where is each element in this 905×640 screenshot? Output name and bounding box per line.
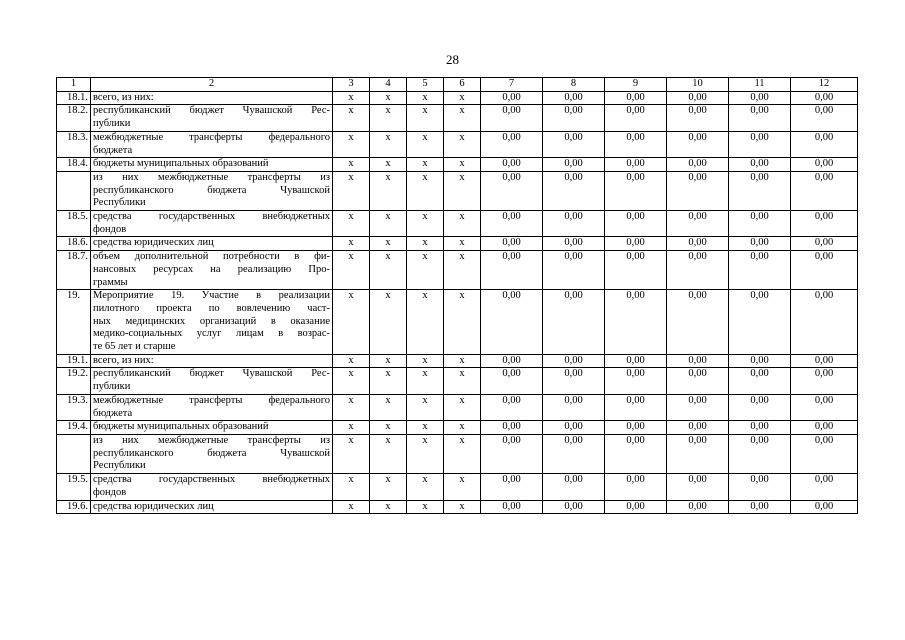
value-cell: 0,00 <box>729 131 791 157</box>
value-cell: 0,00 <box>729 368 791 394</box>
x-cell: x <box>407 251 444 290</box>
x-cell: x <box>407 394 444 420</box>
value-cell: 0,00 <box>791 474 858 500</box>
value-cell: 0,00 <box>481 131 543 157</box>
value-cell: 0,00 <box>729 394 791 420</box>
value-cell: 0,00 <box>543 251 605 290</box>
row-name-line: республиканский бюджет Чувашской Рес- <box>93 105 330 117</box>
value-cell: 0,00 <box>481 394 543 420</box>
row-name <box>91 394 333 420</box>
column-header: 11 <box>729 78 791 92</box>
row-code: 18.3. <box>57 131 91 157</box>
value-cell: 0,00 <box>481 105 543 131</box>
value-cell: 0,00 <box>543 211 605 237</box>
value-cell: 0,00 <box>729 237 791 251</box>
x-cell: x <box>407 131 444 157</box>
x-cell: x <box>370 211 407 237</box>
row-name-line: средства государственных внебюджетных <box>93 211 330 223</box>
column-header: 10 <box>667 78 729 92</box>
x-cell: x <box>333 394 370 420</box>
column-header: 1 <box>57 78 91 92</box>
value-cell: 0,00 <box>543 237 605 251</box>
table-row <box>57 158 858 172</box>
value-cell: 0,00 <box>791 394 858 420</box>
row-name-line: средства юридических лиц <box>93 500 214 512</box>
column-header: 8 <box>543 78 605 92</box>
x-cell: x <box>370 237 407 251</box>
value-cell: 0,00 <box>605 251 667 290</box>
value-cell: 0,00 <box>481 251 543 290</box>
row-code: 18.4. <box>57 158 91 172</box>
value-cell: 0,00 <box>481 474 543 500</box>
value-cell: 0,00 <box>605 91 667 105</box>
x-cell: x <box>407 105 444 131</box>
x-cell: x <box>407 474 444 500</box>
value-cell: 0,00 <box>605 394 667 420</box>
value-cell: 0,00 <box>605 434 667 473</box>
row-name <box>91 421 333 435</box>
x-cell: x <box>370 105 407 131</box>
row-code: 18.7. <box>57 251 91 290</box>
row-name-line: средства юридических лиц <box>93 237 214 249</box>
column-header: 9 <box>605 78 667 92</box>
x-cell: x <box>444 421 481 435</box>
page-number: 28 <box>446 52 459 67</box>
row-code: 18.2. <box>57 105 91 131</box>
value-cell: 0,00 <box>543 91 605 105</box>
row-name-line: публики <box>93 118 131 130</box>
value-cell: 0,00 <box>791 237 858 251</box>
value-cell: 0,00 <box>791 500 858 514</box>
table-row <box>57 434 858 473</box>
row-name <box>91 131 333 157</box>
value-cell: 0,00 <box>791 171 858 210</box>
x-cell: x <box>407 158 444 172</box>
x-cell: x <box>407 368 444 394</box>
x-cell: x <box>370 434 407 473</box>
row-name <box>91 158 333 172</box>
value-cell: 0,00 <box>667 394 729 420</box>
row-name-line: медико-социальных услуг лицам в возрас- <box>93 328 330 340</box>
value-cell: 0,00 <box>605 237 667 251</box>
value-cell: 0,00 <box>667 91 729 105</box>
value-cell: 0,00 <box>481 500 543 514</box>
row-code: 19.2. <box>57 368 91 394</box>
value-cell: 0,00 <box>605 368 667 394</box>
column-header: 7 <box>481 78 543 92</box>
value-cell: 0,00 <box>667 434 729 473</box>
value-cell: 0,00 <box>543 354 605 368</box>
value-cell: 0,00 <box>791 91 858 105</box>
value-cell: 0,00 <box>667 237 729 251</box>
value-cell: 0,00 <box>605 474 667 500</box>
row-name-line: бюджеты муниципальных образований <box>93 158 269 170</box>
table-row <box>57 474 858 500</box>
column-header: 4 <box>370 78 407 92</box>
value-cell: 0,00 <box>605 211 667 237</box>
row-name-line: фондов <box>93 486 127 498</box>
row-code: 18.1. <box>57 91 91 105</box>
value-cell: 0,00 <box>791 290 858 355</box>
x-cell: x <box>333 158 370 172</box>
x-cell: x <box>444 237 481 251</box>
x-cell: x <box>370 91 407 105</box>
value-cell: 0,00 <box>729 500 791 514</box>
row-name <box>91 354 333 368</box>
row-name-line: республиканского бюджета Чувашской <box>93 447 330 459</box>
x-cell: x <box>444 91 481 105</box>
x-cell: x <box>407 91 444 105</box>
x-cell: x <box>370 290 407 355</box>
value-cell: 0,00 <box>667 500 729 514</box>
row-name-line: Республики <box>93 460 146 472</box>
row-name-line: межбюджетные трансферты федерального <box>93 131 330 143</box>
value-cell: 0,00 <box>729 474 791 500</box>
value-cell: 0,00 <box>481 421 543 435</box>
table-row <box>57 237 858 251</box>
value-cell: 0,00 <box>605 131 667 157</box>
value-cell: 0,00 <box>667 354 729 368</box>
x-cell: x <box>370 500 407 514</box>
value-cell: 0,00 <box>481 354 543 368</box>
value-cell: 0,00 <box>667 251 729 290</box>
value-cell: 0,00 <box>543 105 605 131</box>
value-cell: 0,00 <box>729 434 791 473</box>
value-cell: 0,00 <box>667 131 729 157</box>
x-cell: x <box>333 251 370 290</box>
value-cell: 0,00 <box>791 421 858 435</box>
value-cell: 0,00 <box>729 354 791 368</box>
x-cell: x <box>444 171 481 210</box>
x-cell: x <box>444 354 481 368</box>
x-cell: x <box>333 474 370 500</box>
row-code: 19.1. <box>57 354 91 368</box>
row-name <box>91 171 333 210</box>
row-code: 18.6. <box>57 237 91 251</box>
value-cell: 0,00 <box>729 158 791 172</box>
row-code <box>57 434 91 473</box>
value-cell: 0,00 <box>605 421 667 435</box>
table-row <box>57 421 858 435</box>
value-cell: 0,00 <box>481 290 543 355</box>
x-cell: x <box>444 500 481 514</box>
table-row <box>57 105 858 131</box>
x-cell: x <box>370 354 407 368</box>
value-cell: 0,00 <box>481 434 543 473</box>
table-row <box>57 500 858 514</box>
x-cell: x <box>333 131 370 157</box>
x-cell: x <box>407 421 444 435</box>
value-cell: 0,00 <box>543 368 605 394</box>
value-cell: 0,00 <box>667 421 729 435</box>
table-row <box>57 91 858 105</box>
x-cell: x <box>370 474 407 500</box>
x-cell: x <box>407 237 444 251</box>
row-code: 19. <box>57 290 91 355</box>
row-name-line: всего, из них: <box>93 91 154 103</box>
x-cell: x <box>333 434 370 473</box>
x-cell: x <box>370 171 407 210</box>
x-cell: x <box>333 237 370 251</box>
row-name-line: бюджеты муниципальных образований <box>93 421 269 433</box>
column-header: 5 <box>407 78 444 92</box>
x-cell: x <box>333 91 370 105</box>
value-cell: 0,00 <box>543 474 605 500</box>
x-cell: x <box>333 354 370 368</box>
value-cell: 0,00 <box>543 171 605 210</box>
row-name-line: Республики <box>93 197 146 209</box>
x-cell: x <box>407 290 444 355</box>
row-name-line: публики <box>93 381 131 393</box>
value-cell: 0,00 <box>667 211 729 237</box>
row-name-line: те 65 лет и старше <box>93 341 176 353</box>
x-cell: x <box>333 421 370 435</box>
value-cell: 0,00 <box>481 171 543 210</box>
value-cell: 0,00 <box>729 211 791 237</box>
row-name-line: межбюджетные трансферты федерального <box>93 394 330 406</box>
value-cell: 0,00 <box>667 474 729 500</box>
row-name <box>91 368 333 394</box>
x-cell: x <box>370 368 407 394</box>
value-cell: 0,00 <box>543 131 605 157</box>
value-cell: 0,00 <box>729 421 791 435</box>
value-cell: 0,00 <box>729 171 791 210</box>
row-code <box>57 171 91 210</box>
row-name <box>91 434 333 473</box>
row-name-line: из них межбюджетные трансферты из <box>93 434 330 446</box>
x-cell: x <box>444 434 481 473</box>
column-header: 12 <box>791 78 858 92</box>
column-header: 6 <box>444 78 481 92</box>
value-cell: 0,00 <box>667 290 729 355</box>
row-code: 18.5. <box>57 211 91 237</box>
value-cell: 0,00 <box>543 434 605 473</box>
row-name-line: Мероприятие 19. Участие в реализации <box>93 290 330 302</box>
value-cell: 0,00 <box>605 158 667 172</box>
row-name-line: республиканского бюджета Чувашской <box>93 184 330 196</box>
row-code: 19.6. <box>57 500 91 514</box>
table-row <box>57 251 858 290</box>
value-cell: 0,00 <box>729 290 791 355</box>
value-cell: 0,00 <box>667 158 729 172</box>
value-cell: 0,00 <box>667 368 729 394</box>
row-name-line: нансовых ресурсах на реализацию Про- <box>93 263 330 275</box>
row-name-line: граммы <box>93 276 128 288</box>
row-name-line: республиканский бюджет Чувашской Рес- <box>93 368 330 380</box>
row-name-line: объем дополнительной потребности в фи- <box>93 251 330 263</box>
value-cell: 0,00 <box>481 158 543 172</box>
value-cell: 0,00 <box>481 368 543 394</box>
table-row <box>57 368 858 394</box>
x-cell: x <box>444 131 481 157</box>
x-cell: x <box>370 158 407 172</box>
row-name-line: из них межбюджетные трансферты из <box>93 171 330 183</box>
x-cell: x <box>407 354 444 368</box>
value-cell: 0,00 <box>605 171 667 210</box>
row-name-line: бюджета <box>93 144 133 156</box>
row-name-line: бюджета <box>93 407 133 419</box>
value-cell: 0,00 <box>729 91 791 105</box>
x-cell: x <box>370 394 407 420</box>
table-body <box>57 78 858 514</box>
table-row <box>57 290 858 355</box>
column-header: 3 <box>333 78 370 92</box>
table-row <box>57 211 858 237</box>
row-name <box>91 500 333 514</box>
x-cell: x <box>407 434 444 473</box>
value-cell: 0,00 <box>729 105 791 131</box>
value-cell: 0,00 <box>543 394 605 420</box>
row-code: 19.3. <box>57 394 91 420</box>
value-cell: 0,00 <box>481 211 543 237</box>
x-cell: x <box>444 251 481 290</box>
row-name-line: средства государственных внебюджетных <box>93 474 330 486</box>
value-cell: 0,00 <box>481 237 543 251</box>
row-name <box>91 91 333 105</box>
x-cell: x <box>333 290 370 355</box>
x-cell: x <box>444 368 481 394</box>
x-cell: x <box>333 368 370 394</box>
x-cell: x <box>370 131 407 157</box>
value-cell: 0,00 <box>791 354 858 368</box>
row-name <box>91 474 333 500</box>
value-cell: 0,00 <box>729 251 791 290</box>
row-name <box>91 105 333 131</box>
row-name-line: пилотного проекта по вовлечению част- <box>93 302 330 314</box>
value-cell: 0,00 <box>605 290 667 355</box>
header-row <box>57 78 858 92</box>
x-cell: x <box>407 500 444 514</box>
value-cell: 0,00 <box>543 421 605 435</box>
budget-table <box>56 77 858 514</box>
value-cell: 0,00 <box>791 251 858 290</box>
row-name <box>91 251 333 290</box>
row-name-line: ных медицинских организаций в оказание <box>93 315 330 327</box>
value-cell: 0,00 <box>605 105 667 131</box>
x-cell: x <box>444 158 481 172</box>
x-cell: x <box>444 290 481 355</box>
value-cell: 0,00 <box>791 105 858 131</box>
value-cell: 0,00 <box>605 354 667 368</box>
table-row <box>57 131 858 157</box>
table-row <box>57 394 858 420</box>
row-name <box>91 237 333 251</box>
x-cell: x <box>444 474 481 500</box>
value-cell: 0,00 <box>543 500 605 514</box>
value-cell: 0,00 <box>667 171 729 210</box>
value-cell: 0,00 <box>481 91 543 105</box>
x-cell: x <box>333 211 370 237</box>
table-row <box>57 354 858 368</box>
x-cell: x <box>333 171 370 210</box>
row-code: 19.4. <box>57 421 91 435</box>
value-cell: 0,00 <box>791 211 858 237</box>
value-cell: 0,00 <box>543 290 605 355</box>
x-cell: x <box>333 105 370 131</box>
value-cell: 0,00 <box>605 500 667 514</box>
table-row <box>57 171 858 210</box>
x-cell: x <box>333 500 370 514</box>
row-code: 19.5. <box>57 474 91 500</box>
x-cell: x <box>370 251 407 290</box>
x-cell: x <box>444 394 481 420</box>
x-cell: x <box>370 421 407 435</box>
x-cell: x <box>407 171 444 210</box>
value-cell: 0,00 <box>791 368 858 394</box>
row-name-line: всего, из них: <box>93 354 154 366</box>
value-cell: 0,00 <box>791 131 858 157</box>
x-cell: x <box>444 211 481 237</box>
x-cell: x <box>444 105 481 131</box>
row-name-line: фондов <box>93 223 127 235</box>
value-cell: 0,00 <box>791 434 858 473</box>
value-cell: 0,00 <box>667 105 729 131</box>
x-cell: x <box>407 211 444 237</box>
row-name <box>91 211 333 237</box>
column-header: 2 <box>91 78 333 92</box>
value-cell: 0,00 <box>543 158 605 172</box>
value-cell: 0,00 <box>791 158 858 172</box>
row-name <box>91 290 333 355</box>
